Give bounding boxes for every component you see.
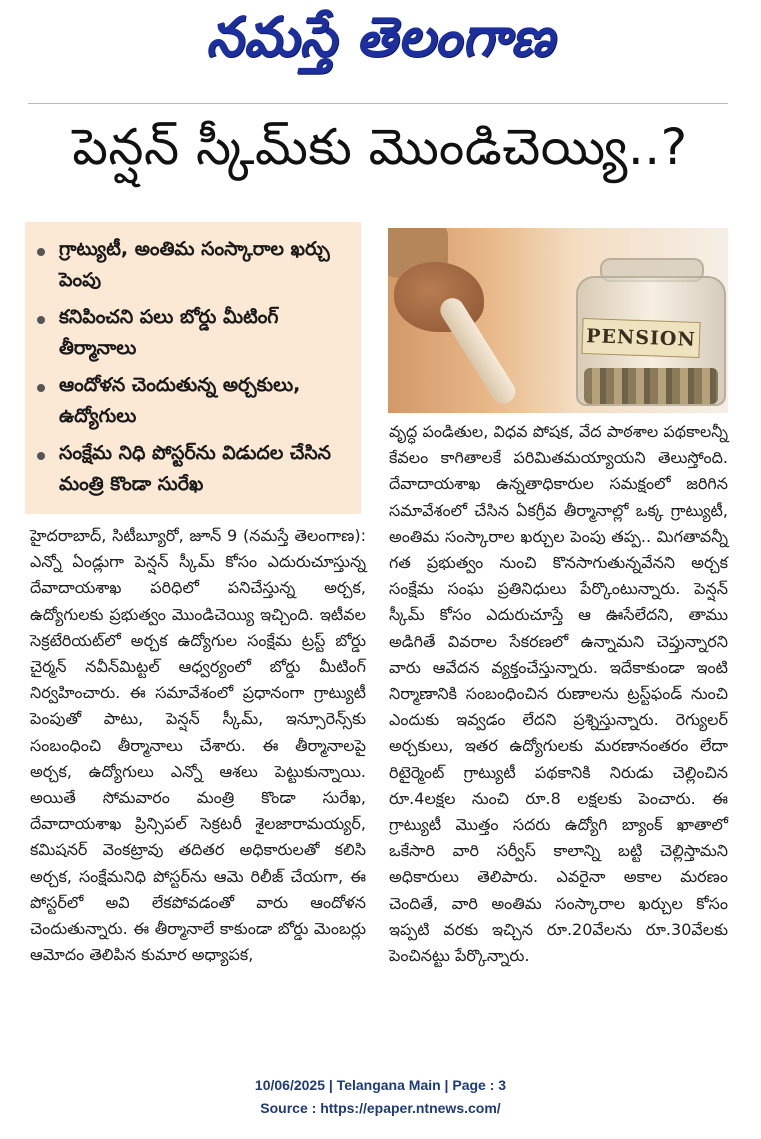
footer-edition-info: 10/06/2025 | Telangana Main | Page : 3	[254, 1077, 507, 1093]
footer-source-link[interactable]: Source : https://epaper.ntnews.com/	[260, 1100, 501, 1116]
bullet-icon	[37, 384, 45, 392]
highlight-item	[37, 370, 351, 432]
newspaper-logo: నమస్తే తెలంగాణ	[206, 6, 555, 70]
highlight-item	[37, 302, 351, 364]
article-body-left-column: హైదరాబాద్, సిటీబ్యూరో, జూన్ 9 (నమస్తే తెలంగాణ): ఎన్నో ఏండ్లుగా పెన్షన్ స్కీమ్ కోసం ఎదురుచూస్తున్న దేవాదాయశాఖ పరిధిలో పనిచేస్తున్న అర్చక, ఉద్యోగులకు ప్రభుత్వం మొండిచెయ్యి ఇచ్చింది. ఇటీవల సెక్రటేరియట్‌లో అర్చక ఉద్యోగుల సంక్షేమ ట్రస్ట్ బోర్డు చైర్మన్ నవీన్‌మిట్టల్ ఆధ్వర్యంలో బోర్డు మీటింగ్ నిర్వహించారు. ఈ సమావేశంలో ప్రధానంగా గ్రాట్యుటీ పెంపుతో పాటు, పెన్షన్ స్కీమ్, ఇన్సూరెన్స్‌కు సంబంధించి తీర్మానాలు చేశారు. ఈ తీర్మానాలపై అర్చక, ఉద్యోగులు ఎన్నో ఆశలు పెట్టుకున్నాయి. అయితే సోమవారం మంత్రి కొండా సురేఖ, దేవాదాయశాఖ ప్రిన్సిపల్ సెక్రటరీ శైలజారామయ్యర్, కమిషనర్ వెంకట్రావు తదితర అధికారులతో కలిసి అర్చక, సంక్షేమనిధి పోస్టర్‌ను ఆమె రిలీజ్ చేయగా, ఈ పోస్టర్‌లో అవి లేకపోవడంతో వారు ఆందోళన చెందుతున్నారు. ఈ తీర్మానాలే కాకుండా బోర్డు మెంబర్లు ఆమోదం తెలిపిన కుమార అధ్యాపక,	[30, 526, 366, 965]
article-headline: పెన్షన్ స్కీమ్‌కు మొండిచెయ్యి..?	[72, 118, 688, 176]
highlights-box	[25, 222, 361, 514]
photo-coins	[584, 368, 718, 404]
highlight-text: గ్రాట్యుటీ, అంతిమ సంస్కారాల ఖర్చు పెంపు	[59, 238, 330, 291]
bullet-icon	[37, 248, 45, 256]
highlight-text: ఆందోళన చెందుతున్న అర్చకులు, ఉద్యోగులు	[59, 374, 301, 427]
pension-label: PENSION	[581, 318, 700, 358]
bullet-icon	[37, 316, 45, 324]
highlight-text: సంక్షేమ నిధి పోస్టర్‌ను విడుదల చేసిన మంత్రి కొండా సురేఖ	[59, 442, 332, 495]
masthead	[0, 8, 761, 88]
highlight-item	[37, 234, 351, 296]
masthead-divider	[28, 103, 728, 104]
highlight-text: కనిపించని పలు బోర్డు మీటింగ్ తీర్మానాలు	[59, 306, 279, 359]
article-body-right-column: వృద్ధ పండితుల, విధవ పోషక, వేద పాఠశాల పథకాలన్నీ కేవలం కాగితాలకే పరిమితమయ్యాయని తెలుస్తోంది. దేవాదాయశాఖ ఉన్నతాధికారుల సమక్షంలో జరిగిన సమావేశంలో చేసిన ఏకగ్రీవ తీర్మానాల్లో ఒక్క గ్రాట్యుటీ, అంతిమ సంస్కారాల ఖర్చుల పెంపు తప్ప.. మిగతావన్నీ గత ప్రభుత్వం నుంచి కొనసాగుతున్నవేనని అర్చక సంక్షేమ సంఘ ప్రతినిధులు పేర్కొంటున్నారు. పెన్షన్ స్కీమ్ కోసం ఎదురుచూస్తే ఆ ఊసేలేదని, తాము అడిగితే వివరాల సేకరణలో ఉన్నామని చెప్తున్నారని వారు ఆవేదన వ్యక్తంచేస్తున్నారు. ఇదేకాకుండా ఇంటి నిర్మాణానికి సంబంధించిన రుణాలను ట్రస్ట్‌ఫండ్ నుంచి ఎందుకు ఇవ్వడం లేదని ప్రశ్నిస్తున్నారు. రెగ్యులర్ అర్చకులు, ఇతర ఉద్యోగులకు మరణానంతరం లేదా రిటైర్మెంట్ గ్రాట్యుటీ పథకానికి నిరుడు చెల్లించిన రూ.4లక్షల నుంచి రూ.8 లక్షలకు పెంచారు. ఈ గ్రాట్యుటీ మొత్తం సదరు ఉద్యోగి బ్యాంక్ ఖాతాలో ఒకేసారి వారి సర్వీస్ కాలాన్ని బట్టి చెల్లిస్తామని అధికారులు తెలిపారు. ఎవరైనా అకాల మరణం చెందితే, వారి అంతిమ సంస్కారాల ఖర్చుల కోసం ఇప్పటి వరకు ఇచ్చిన రూ.20వేలను రూ.30వేలకు పెంచినట్టు పేర్కొన్నారు.	[389, 422, 728, 966]
highlight-item	[37, 438, 351, 500]
pension-jar-photo	[388, 228, 728, 413]
bullet-icon	[37, 452, 45, 460]
